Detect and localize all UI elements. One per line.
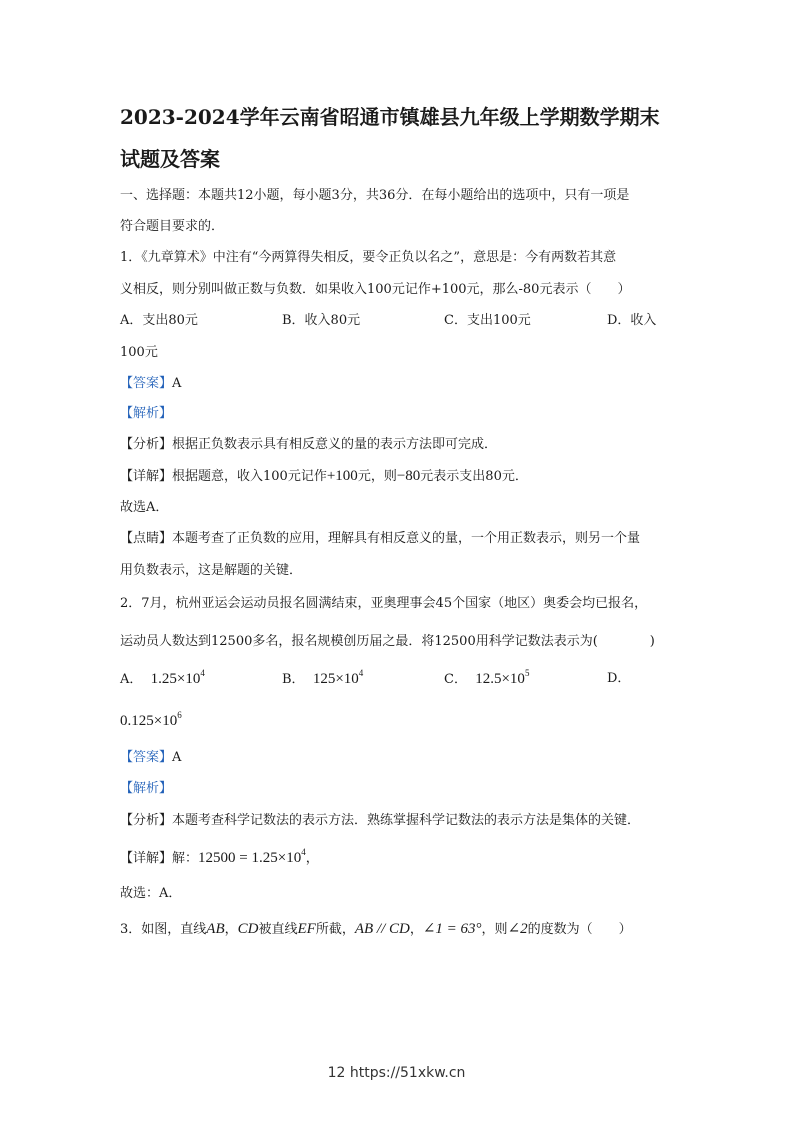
- q2-detail: [120, 847, 319, 867]
- q1-answer: [120, 376, 181, 392]
- comment-text: 本题考查了正负数的应用，理解具有相反意义的量，一个用正数表示，则另一个量: [172, 531, 641, 546]
- comment-tag: 【点睛】: [120, 531, 173, 546]
- option-label: B．: [282, 672, 305, 687]
- angle2-expression: ∠2: [507, 921, 528, 937]
- q2-option-b: [282, 668, 364, 688]
- detail-text-pre: 根据题意，收入100元记作: [172, 469, 327, 484]
- q3-stem: 3．如图，直线AB，CD被直线EF所截，AB // CD，∠1 = 63°，则∠2的度数为（ ）: [120, 921, 632, 937]
- q1-stem-line1: 1．《九章算术》中注有“今两算得失相反，要令正负以名之”，意思是：今有两数若其意: [120, 250, 617, 265]
- page-footer: 12 https://51xkw.cn: [327, 1065, 466, 1081]
- q2-option-d-math: $0.125\times 10^6$: [120, 710, 182, 729]
- option-label: C．: [444, 672, 467, 687]
- answer-tag: 【答案】: [120, 376, 173, 391]
- q2-stem-line1: 2．7月，杭州亚运会运动员报名圆满结束，亚奥理事会45个国家（地区）奥委会均已报名，: [120, 596, 648, 611]
- detail-text-post: ，: [305, 851, 319, 866]
- fenxi-tag: 【分析】: [120, 437, 173, 452]
- section-intro-line1: 一、选择题：本题共12小题，每小题3分，共36分．在每小题给出的选项中，只有一项是: [120, 188, 630, 203]
- fenxi-text: 本题考查科学记数法的表示方法．熟练掌握科学记数法的表示方法是集体的关键．: [172, 813, 641, 828]
- fenxi-text: 根据正负数表示具有相反意义的量的表示方法即可完成．: [172, 437, 498, 452]
- line-ef: EF: [297, 921, 316, 937]
- q2-fenxi: [120, 813, 640, 829]
- q2-choose: 故选：A．: [120, 886, 182, 901]
- detail-tag: 【详解】: [120, 469, 173, 484]
- section-intro-line2: 符合题目要求的．: [120, 219, 225, 234]
- q1-fenxi: [120, 437, 497, 453]
- q2-stem-line2: 运动员人数达到12500多名，报名规模创历届之最．将12500用科学记数法表示为( ): [120, 634, 655, 649]
- parallel-expression: AB // CD: [354, 921, 410, 937]
- document-title-line2: 试题及答案: [120, 147, 220, 171]
- detail-text-pre: 解：: [172, 851, 199, 866]
- q1-option-b: B．收入80元: [282, 313, 361, 328]
- option-math: $1.25\times 10^4$: [150, 668, 205, 687]
- angle1-expression: ∠1 = 63°: [422, 921, 482, 937]
- q1-analysis-tag: 【解析】: [120, 406, 173, 421]
- line-ab: AB: [206, 921, 225, 937]
- detail-math-minus80: −80: [396, 468, 421, 484]
- answer-value: A: [172, 750, 182, 765]
- detail-text-post: 元表示支出80元．: [420, 469, 528, 484]
- detail-math: $12500 = 1.25\times 10^4$: [198, 847, 306, 866]
- q1-option-c: C．支出100元: [444, 313, 531, 328]
- q1-stem-line2: 义相反，则分别叫做正数与负数．如果收入100元记作+100元，那么-80元表示（ ）: [120, 282, 631, 297]
- q1-option-a: A．支出80元: [120, 313, 198, 328]
- q1-option-d-cont: 100元: [120, 345, 158, 360]
- detail-math-plus100: +100: [326, 468, 358, 484]
- q1-choose: 故选A．: [120, 500, 169, 515]
- answer-value: A: [172, 376, 182, 391]
- q1-comment-line1: [120, 531, 640, 547]
- q2-option-d: D．: [607, 671, 631, 686]
- option-math: $125\times 10^4$: [312, 668, 364, 687]
- q2-analysis-tag: 【解析】: [120, 781, 173, 796]
- q3-text-pre: 3．如图，直线: [120, 922, 207, 937]
- detail-text-mid: 元，则: [357, 469, 397, 484]
- q2-option-c: [444, 668, 530, 688]
- document-title-line1: 2023-2024学年云南省昭通市镇雄县九年级上学期数学期末: [120, 105, 660, 129]
- line-cd: CD: [237, 921, 259, 937]
- answer-tag: 【答案】: [120, 750, 173, 765]
- option-math: $12.5\times 10^5$: [475, 668, 530, 687]
- q2-answer: [120, 750, 181, 766]
- fenxi-tag: 【分析】: [120, 813, 173, 828]
- q1-comment-line2: 用负数表示，这是解题的关键．: [120, 563, 303, 578]
- option-label: A．: [120, 672, 143, 687]
- q1-option-d: D．收入: [607, 313, 657, 328]
- q1-detail: [120, 468, 528, 485]
- q2-option-a: [120, 668, 205, 688]
- detail-tag: 【详解】: [120, 851, 173, 866]
